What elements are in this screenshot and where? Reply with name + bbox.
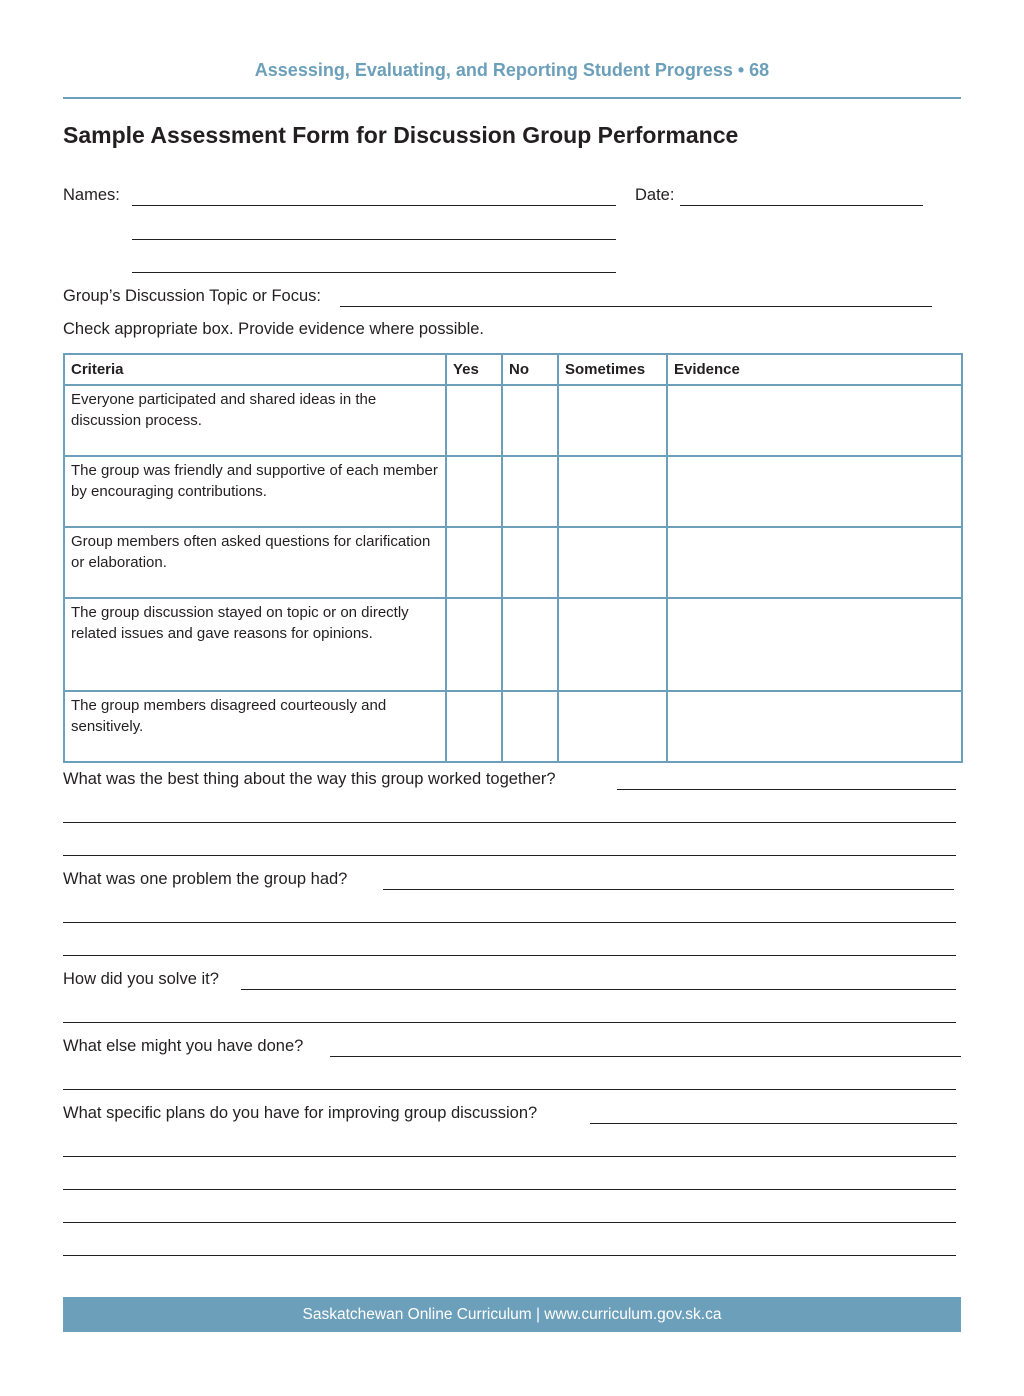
yes-checkbox-cell[interactable] (446, 691, 502, 762)
yes-checkbox-cell[interactable] (446, 456, 502, 527)
running-header: Assessing, Evaluating, and Reporting Student Progress • 68 (254, 60, 770, 80)
header-rule (63, 97, 961, 99)
evidence-cell[interactable] (667, 598, 962, 691)
footer-text: Saskatchewan Online Curriculum | www.curriculum.gov.sk.ca (302, 1305, 722, 1323)
header-yes: Yes (446, 354, 502, 385)
table-header-row (64, 354, 962, 385)
names-field-1[interactable] (132, 205, 616, 206)
topic-label: Group’s Discussion Topic or Focus: (63, 287, 321, 305)
names-label: Names: (63, 186, 120, 204)
footer-bar (63, 1297, 961, 1332)
answer-line[interactable] (617, 789, 956, 790)
evidence-cell[interactable] (667, 456, 962, 527)
no-checkbox-cell[interactable] (502, 385, 558, 456)
yes-checkbox-cell[interactable] (446, 527, 502, 598)
answer-line[interactable] (63, 1089, 956, 1090)
question-else: What else might you have done? (63, 1037, 304, 1055)
answer-line[interactable] (63, 1156, 956, 1157)
table-row (64, 527, 962, 598)
answer-line[interactable] (63, 822, 956, 823)
criteria-cell: Group members often asked questions for clarification or elaboration. (64, 527, 446, 598)
date-label: Date: (635, 186, 675, 204)
answer-line[interactable] (241, 989, 956, 990)
answer-line[interactable] (63, 1022, 956, 1023)
criteria-cell: The group was friendly and supportive of each member by encouraging contributions. (64, 456, 446, 527)
question-best-thing: What was the best thing about the way this group worked together? (63, 770, 556, 788)
no-checkbox-cell[interactable] (502, 691, 558, 762)
sometimes-checkbox-cell[interactable] (558, 691, 667, 762)
answer-line[interactable] (63, 855, 956, 856)
page-title: Sample Assessment Form for Discussion Group Performance (63, 122, 739, 148)
table-row (64, 456, 962, 527)
names-field-3[interactable] (132, 272, 616, 273)
answer-line[interactable] (63, 922, 956, 923)
instruction-text: Check appropriate box. Provide evidence where possible. (63, 320, 484, 338)
answer-line[interactable] (63, 1222, 956, 1223)
question-problem: What was one problem the group had? (63, 870, 348, 888)
answer-line[interactable] (63, 955, 956, 956)
table-row (64, 691, 962, 762)
evidence-cell[interactable] (667, 385, 962, 456)
date-field[interactable] (680, 205, 923, 206)
sometimes-checkbox-cell[interactable] (558, 527, 667, 598)
no-checkbox-cell[interactable] (502, 456, 558, 527)
yes-checkbox-cell[interactable] (446, 385, 502, 456)
sometimes-checkbox-cell[interactable] (558, 598, 667, 691)
table-row (64, 598, 962, 691)
answer-line[interactable] (63, 1255, 956, 1256)
no-checkbox-cell[interactable] (502, 527, 558, 598)
criteria-cell: Everyone participated and shared ideas in the discussion process. (64, 385, 446, 456)
table-row (64, 385, 962, 456)
no-checkbox-cell[interactable] (502, 598, 558, 691)
answer-line[interactable] (590, 1123, 957, 1124)
criteria-cell: The group members disagreed courteously and sensitively. (64, 691, 446, 762)
names-field-2[interactable] (132, 239, 616, 240)
header-evidence: Evidence (667, 354, 962, 385)
sometimes-checkbox-cell[interactable] (558, 456, 667, 527)
answer-line[interactable] (63, 1189, 956, 1190)
question-plans: What specific plans do you have for improving group discussion? (63, 1104, 538, 1122)
header-sometimes: Sometimes (558, 354, 667, 385)
evidence-cell[interactable] (667, 527, 962, 598)
sometimes-checkbox-cell[interactable] (558, 385, 667, 456)
question-solve: How did you solve it? (63, 970, 219, 988)
evidence-cell[interactable] (667, 691, 962, 762)
yes-checkbox-cell[interactable] (446, 598, 502, 691)
criteria-cell: The group discussion stayed on topic or on directly related issues and gave reasons for opinions. (64, 598, 446, 691)
header-criteria: Criteria (64, 354, 446, 385)
topic-field[interactable] (340, 306, 932, 307)
answer-line[interactable] (330, 1056, 961, 1057)
criteria-table (63, 353, 963, 763)
answer-line[interactable] (383, 889, 954, 890)
header-no: No (502, 354, 558, 385)
